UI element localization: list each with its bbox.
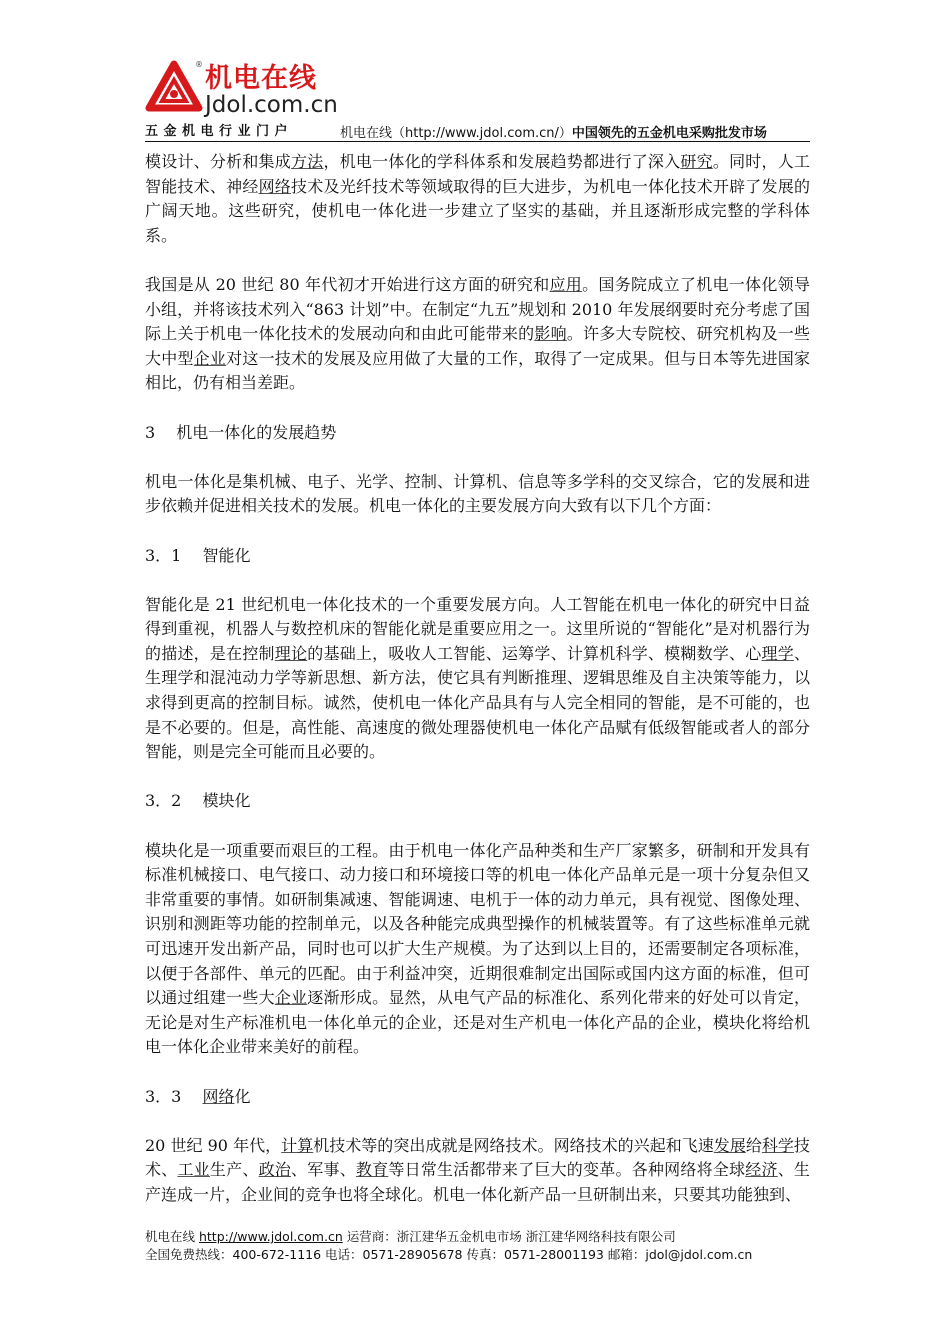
registered-mark: ® [195,60,203,69]
text: 。同时，人工智能技术、神经 [145,152,810,196]
text: 模块化是一项重要而艰巨的工程。由于机电一体化产品种类和生产厂家繁多，研制和开发具有标准机械接口、电气接口、动力接口和环境接口等的机电一体化产品单元是一项十分复杂但又非常重要的事情。如研制集减速、智能调速、电机于一体的动力单元，具有视觉、图像处理、识别和测距等功能的控制单元，以及各种能完成典型操作的机械装置等。有了这些标准单元就可迅速开发出新产品，同时也可以扩大生产规模。为了达到以上目的，还需要制定各项标准，以便于各部件、单元的匹配。由于利益冲突，近期很难制定出国际或国内这方面的标准，但可以通过组建一些大 [145,840,810,1008]
text: 给 [745,1135,762,1155]
link-development[interactable]: 发展 [713,1135,746,1155]
section-heading-3-2: 3．2 模块化 [145,791,251,811]
link-economy[interactable]: 经济 [745,1160,778,1180]
brand-name: 机电在线 [205,63,317,94]
link-network-heading[interactable]: 网络 [202,1086,235,1106]
link-influence[interactable]: 影响 [534,324,567,344]
paragraph-6 [145,1134,810,1208]
section-heading-3-1: 3．1 智能化 [145,545,251,565]
text: 技术、 [145,1135,810,1180]
page-footer [145,1228,810,1264]
site-logo[interactable] [145,60,338,142]
text: 技术及光纤技术等领域取得的巨大进步，为机电一体化技术开辟了发展的广阔天地。这些研究，使机电一体化进一步建立了坚实的基础，并且逐渐形成完整的学科体系。 [145,176,810,245]
link-method[interactable]: 方法 [291,152,324,171]
link-education[interactable]: 教育 [355,1160,389,1180]
text: 、军事、 [291,1160,356,1180]
footer-site-label: 机电在线 [145,1229,199,1244]
paragraph-5 [145,839,810,1060]
text: 智能化是 21 世纪机电一体化技术的一个重要发展方向。人工智能在机电一体化的研究中日益得到重视，机器人与数控机床的智能化就是重要应用之一。这里所说的“智能化”是对机器行为的描述，是在控制 [145,594,810,663]
text: 生产、 [209,1160,259,1180]
text: 化 [234,1086,251,1106]
link-science[interactable]: 科学 [761,1135,794,1155]
footer-operator: 运营商：浙江建华五金机电市场 浙江建华网络科技有限公司 [342,1229,676,1244]
text: 我国是从 20 世纪 80 年代初才开始进行这方面的研究和 [145,274,550,294]
text: ，机电一体化的学科体系和发展趋势都进行了深入 [323,152,681,171]
text: 对这一技术的发展及应用做了大量的工作，取得了一定成果。但与日本等先进国家相比，仍有相当差距。 [145,348,810,393]
text: 模设计、分析和集成 [145,152,292,171]
paragraph-2 [145,273,810,396]
header-title [340,122,767,141]
link-computing[interactable]: 计算 [281,1135,314,1155]
footer-line-1 [145,1228,810,1246]
text: 3．3 [145,1086,203,1106]
article-body [145,150,810,1208]
link-psychology[interactable]: 理学 [761,643,794,663]
text: 。国务院成立了机电一体化领导小组，并将该技术列入“863 计划”中。在制定“九五”规划和 2010 年发展纲要时充分考虑了国际上关于机电一体化技术的发展动向和由此可能带来的 [145,274,810,344]
section-heading-3-3 [145,1085,810,1110]
link-politics[interactable]: 政治 [258,1160,292,1180]
text: 、生理学和混沌动力学等新思想、新方法，使它具有判断推理、逻辑思维及自主决策等能力，以求得到更高的控制目标。诚然，使机电一体化产品具有与人完全相同的智能，是不可能的，也是不必要的。但是，高性能、高速度的微处理器使机电一体化产品赋有低级智能或者人的部分智能，则是完全可能而且必要的。 [145,643,810,762]
text: 等日常生活都带来了巨大的变革。各种网络将全球 [388,1160,746,1180]
footer-site-link[interactable]: http://www.jdol.com.cn [198,1229,343,1244]
paragraph-3: 机电一体化是集机械、电子、光学、控制、计算机、信息等多学科的交叉综合，它的发展和进步依赖并促进相关技术的发展。机电一体化的主要发展方向大致有以下几个方面： [145,471,810,516]
site-slogan: 中国领先的五金机电采购批发市场 [571,126,767,141]
text: 逐渐形成。显然，从电气产品的标准化、系列化带来的好处可以肯定，无论是对生产标准机电一体化单元的企业，还是对生产机电一体化产品的企业，模块化将给机电一体化企业带来美好的前程。 [145,988,810,1057]
text: 。许多大专院校、研究机构及一些大中型 [145,324,810,368]
link-enterprise[interactable]: 企业 [193,348,227,368]
portal-tagline: 五金机电行业门户 [145,124,294,139]
link-research[interactable]: 研究 [680,152,713,171]
page-header [145,60,810,142]
text: 的基础上，吸收人工智能、运筹学、计算机科学、模糊数学、心 [307,643,762,663]
paragraph-4 [145,593,810,765]
link-enterprise-2[interactable]: 企业 [274,988,308,1008]
text: 、生产连成一片，企业间的竞争也将全球化。机电一体化新产品一旦研制出来，只要其功能独到、 [145,1160,810,1204]
link-industry[interactable]: 工业 [177,1160,210,1180]
section-heading-3: 3 机电一体化的发展趋势 [145,422,337,442]
site-name: 机电在线（http://www.jdol.com.cn/） [340,126,572,141]
link-application[interactable]: 应用 [549,274,583,294]
text: 机技术等的突出成就是网络技术。网络技术的兴起和飞速 [313,1135,714,1155]
link-theory[interactable]: 理论 [274,643,308,663]
footer-line-2: 全国免费热线：400-672-1116 电话：0571-28905678 传真：0571-28001193 邮箱：jdol@jdol.com.cn [145,1247,753,1262]
paragraph-1 [145,150,810,248]
brand-domain: Jdol.com.cn [205,92,338,118]
text: 20 世纪 90 年代， [145,1135,282,1155]
link-network[interactable]: 网络 [258,176,292,196]
header-divider [145,141,810,142]
